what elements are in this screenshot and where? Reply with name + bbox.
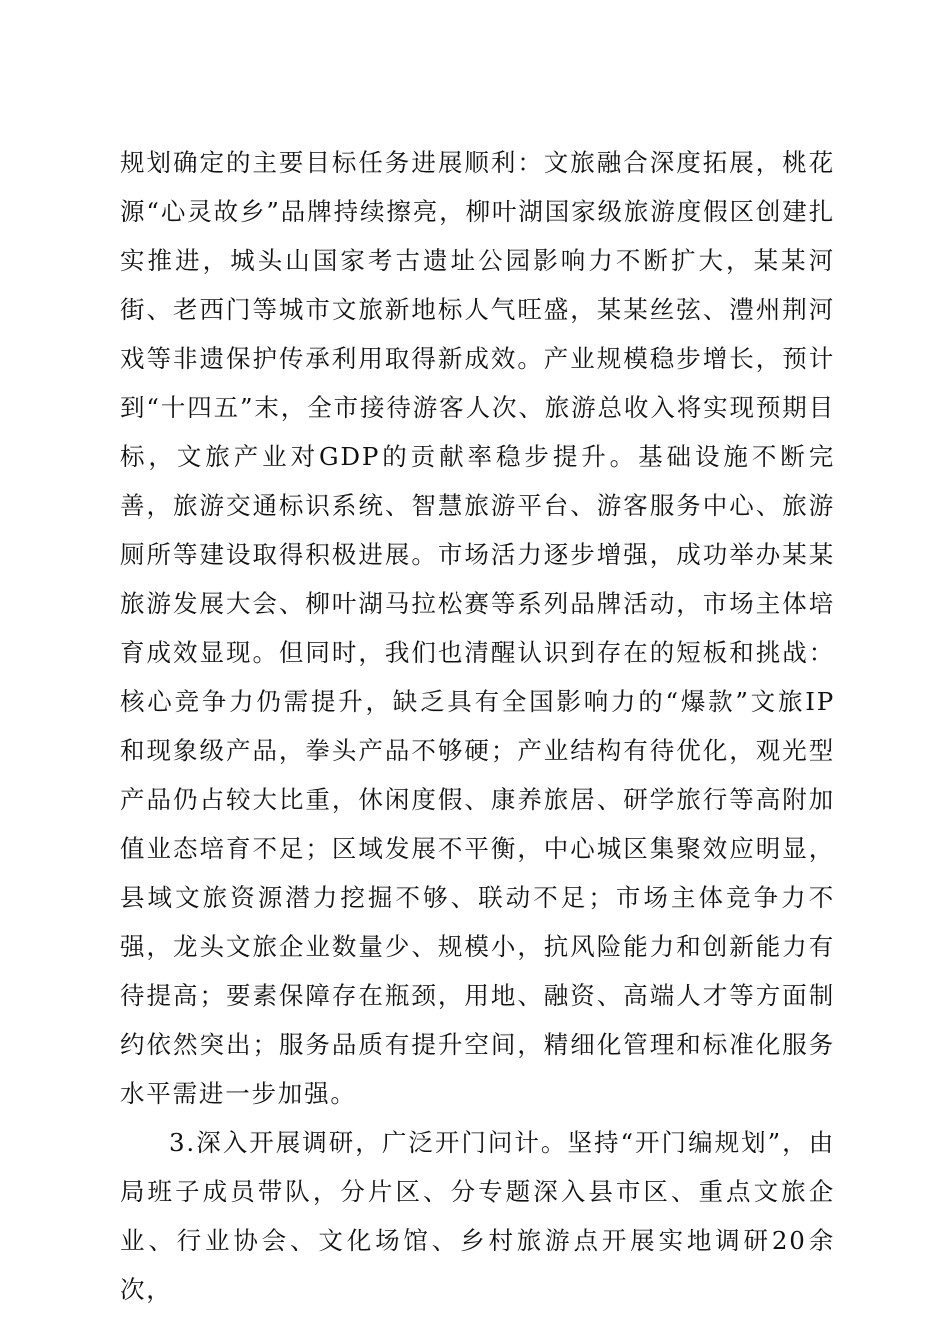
paragraph-item-3: 3.深入开展调研，广泛开门问计。坚持“开门编规划”，由局班子成员带队，分片区、分专题深入县市区、重点文旅企业、行业协会、文化场馆、乡村旅游点开展实地调研20余次， <box>120 1128 835 1304</box>
paragraph-continuation: 规划确定的主要目标任务进展顺利：文旅融合深度拓展，桃花源“心灵故乡”品牌持续擦亮，柳叶湖国家级旅游度假区创建扎实推进，城头山国家考古遗址公园影响力不断扩大，某某河街、老西门等城市文旅新地标人气旺盛，某某丝弦、澧州荆河戏等非遗保护传承利用取得新成效。产业规模稳步增长，预计到“十四五”末，全市接待游客人次、旅游总收入将实现预期目标，文旅产业对GDP的贡献率稳步提升。基础设施不断完善，旅游交通标识系统、智慧旅游平台、游客服务中心、旅游厕所等建设取得积极进展。市场活力逐步增强，成功举办某某旅游发展大会、柳叶湖马拉松赛等系列品牌活动，市场主体培育成效显现。但同时，我们也清醒认识到存在的短板和挑战：核心竞争力仍需提升，缺乏具有全国影响力的“爆款”文旅IP和现象级产品，拳头产品不够硬；产业结构有待优化，观光型产品仍占较大比重，休闲度假、康养旅居、研学旅行等高附加值业态培育不足；区域发展不平衡，中心城区集聚效应明显，县域文旅资源潜力挖掘不够、联动不足；市场主体竞争力不强，龙头文旅企业数量少、规模小，抗风险能力和创新能力有待提高；要素保障存在瓶颈，用地、融资、高端人才等方面制约依然突出；服务品质有提升空间，精细化管理和标准化服务水平需进一步加强。 <box>120 148 835 1108</box>
body-text <box>120 138 835 1314</box>
